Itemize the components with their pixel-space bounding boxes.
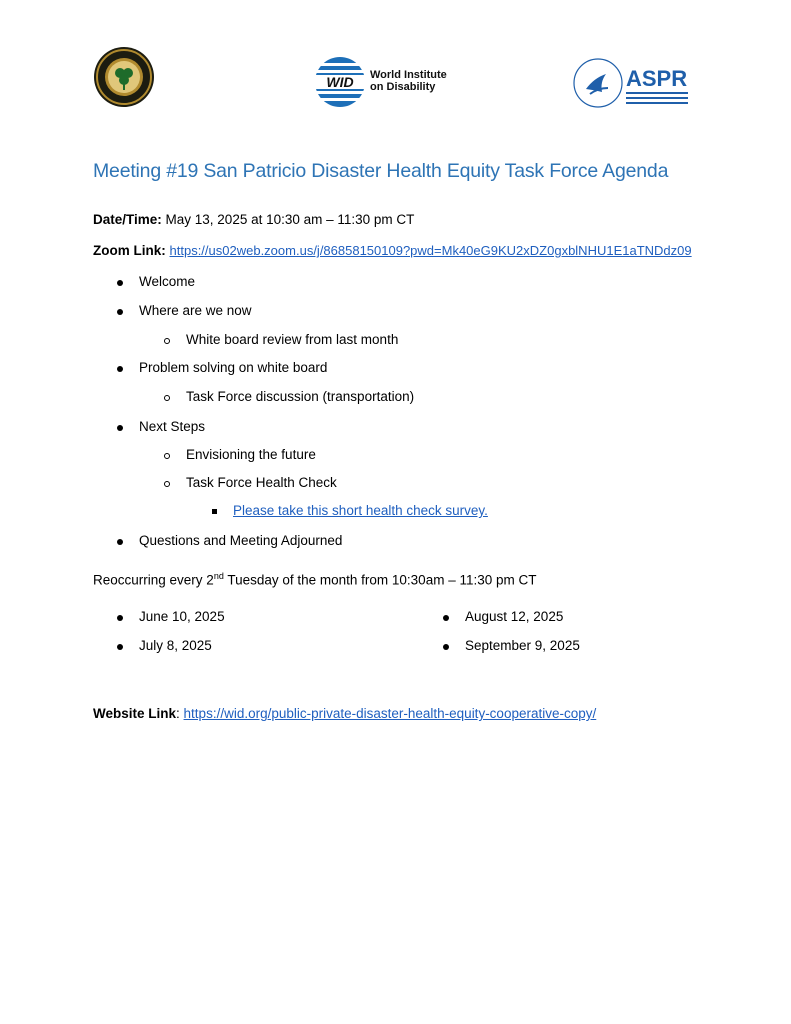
bullet-circle	[164, 481, 170, 487]
agenda-next: Next Steps	[139, 419, 206, 434]
datetime-label: Date/Time:	[93, 212, 162, 227]
bullet-dot	[117, 309, 123, 315]
bullet-circle	[164, 338, 170, 344]
website-colon: :	[176, 706, 184, 721]
bullet-dot	[117, 366, 123, 372]
agenda-where: Where are we now	[139, 303, 252, 318]
datetime-value: May 13, 2025 at 10:30 am – 11:30 pm CT	[161, 212, 415, 227]
aspr-logo	[572, 56, 692, 110]
bullet-dot	[117, 644, 123, 650]
bullet-dot	[443, 615, 449, 621]
aspr-logo-mark: ASPR	[626, 66, 688, 91]
recurring-text-rest: Tuesday of the month from 10:30am – 11:30 pm CT	[223, 572, 537, 588]
bullet-dot	[117, 280, 123, 286]
website-label: Website Link	[93, 706, 177, 721]
zoom-line	[93, 243, 692, 258]
date-item: September 9, 2025	[465, 638, 580, 653]
date-item: July 8, 2025	[139, 638, 212, 653]
recurring-superscript: nd	[213, 571, 224, 581]
county-seal-logo	[93, 46, 155, 108]
bullet-dot	[117, 425, 123, 431]
bullet-circle	[164, 453, 170, 459]
recurring-line	[93, 571, 537, 588]
bullet-circle	[164, 395, 170, 401]
agenda-next-sub2: Task Force Health Check	[186, 475, 337, 490]
bullet-square	[212, 509, 217, 514]
bullet-dot	[117, 615, 123, 621]
wid-logo-text: World Institute on Disability	[370, 69, 447, 93]
agenda-questions: Questions and Meeting Adjourned	[139, 533, 343, 548]
recurring-text: Reoccurring every 2	[93, 572, 214, 588]
wid-logo-mark: WID	[326, 74, 354, 90]
zoom-label: Zoom Link:	[93, 243, 166, 258]
survey-link[interactable]: Please take this short health check survey.	[233, 503, 488, 518]
website-link[interactable]: https://wid.org/public-private-disaster-health-equity-cooperative-copy/	[183, 706, 597, 721]
agenda-problem: Problem solving on white board	[139, 360, 328, 375]
date-item: August 12, 2025	[465, 609, 564, 624]
page-title: Meeting #19 San Patricio Disaster Health Equity Task Force Agenda	[93, 160, 669, 182]
datetime-line	[93, 212, 414, 227]
agenda-problem-sub: Task Force discussion (transportation)	[186, 389, 415, 404]
bullet-dot	[117, 539, 123, 545]
zoom-link[interactable]: https://us02web.zoom.us/j/86858150109?pwd=Mk40eG9KU2xDZ0gxblNHU1E1aTNDdz09	[169, 243, 692, 258]
date-item: June 10, 2025	[139, 609, 225, 624]
agenda-where-sub: White board review from last month	[186, 332, 399, 347]
bullet-dot	[443, 644, 449, 650]
website-line	[93, 706, 596, 721]
agenda-next-sub1: Envisioning the future	[186, 447, 316, 462]
agenda-welcome: Welcome	[139, 274, 196, 289]
wid-logo	[313, 55, 458, 109]
